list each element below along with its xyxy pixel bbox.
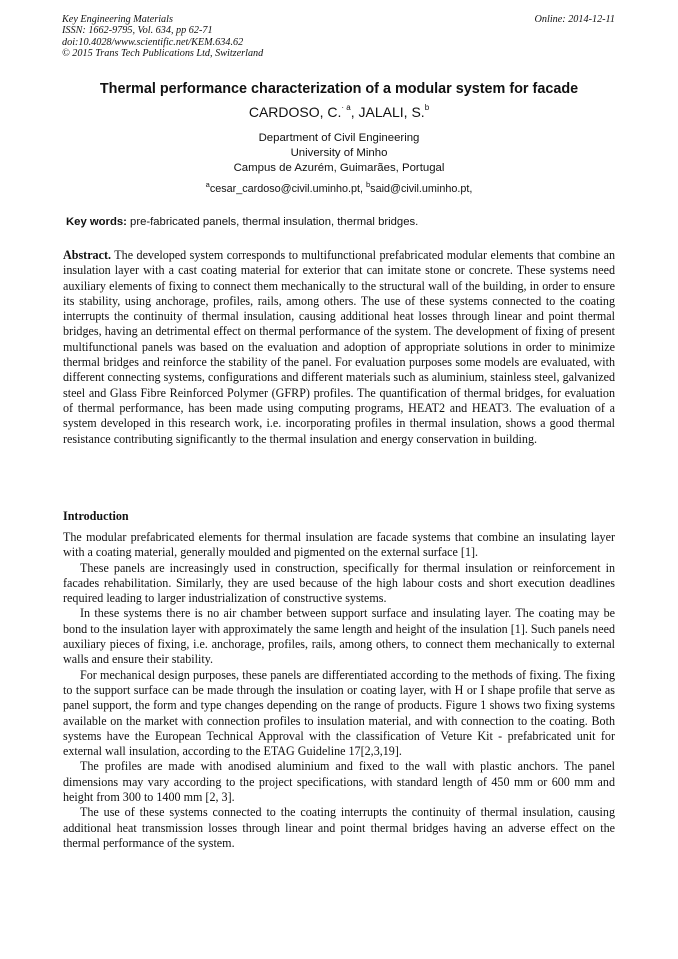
journal-doi[interactable]: doi:10.4028/www.scientific.net/KEM.634.62: [62, 36, 244, 48]
email-jalali[interactable]: said@civil.uminho.pt,: [370, 183, 473, 195]
author-separator: ,: [350, 104, 359, 120]
author-jalali: JALALI, S.: [358, 104, 425, 120]
introduction-section: [63, 530, 615, 851]
intro-paragraph-6: The use of these systems connected to the coating interrupts the continuity of thermal insulation, causing additional heat transmission losses through linear and point thermal bridges having an adverse effect on the thermal performance of the system.: [63, 805, 615, 850]
intro-paragraph-2: These panels are increasingly used in construction, specifically for thermal insulation or reinforcement in facades rehabilitation. Similarly, they are used because of the high labour costs and short execution deadlines required leading to larger industrialization of constructive systems.: [63, 560, 615, 606]
abstract-label: Abstract.: [63, 248, 112, 262]
abstract-text: The developed system corresponds to multifunctional prefabricated modular elements that combine an insulation layer with a cast coating material for exterior that can imitate stone or concrete. These systems need auxiliary elements of fixing to connect them mechanically to the structural wall of the building, in order to ensure its stability, using anchorage, profiles, rails, among others. The use of these systems connected to the coating interrupts the continuity of thermal insulation, causing additional heat losses through linear and point thermal bridges, having an detrimental effect on thermal performance of the system. The development of fixing of present multifunctional panels was based on the evaluation and adoption of appropriate solutions in order to minimize thermal bridges and reinforce the stability of the panel. For evaluation purposes some models are evaluated, with different connecting systems, configurations and different materials such as aluminium, stainless steel, galvanized steel and Glass Fibre Reinforced Polymer (GFRP) profiles. The quantification of thermal bridges, for evaluation of thermal performance, has been made using computing programs, HEAT2 and HEAT3. The evaluation of a system developed in this research work, i.e. incorporating profiles in thermal insulation, shows a good thermal resistance contributing significantly to the thermal insulation and energy conservation in building.: [63, 248, 615, 446]
email-b-mark: b: [366, 180, 371, 189]
affiliation-campus: Campus de Azurém, Guimarães, Portugal: [233, 161, 445, 174]
affiliation-university: University of Minho: [290, 146, 388, 159]
author-emails: [0, 180, 678, 195]
affiliation-department: Department of Civil Engineering: [258, 132, 420, 144]
journal-name: Key Engineering Materials: [62, 14, 173, 25]
journal-issn: ISSN: 1662-9795, Vol. 634, pp 62-71: [62, 25, 213, 37]
intro-paragraph-3: In these systems there is no air chamber between support surface and insulating layer. The coating may be bond to the insulation layer with approximately the same length and height of the insulation [1]. Such panels need auxiliary pieces of fixing, i.e. anchorage, profiles, rails, among others, to connect them mechanically to external walls and ensure their stability.: [63, 606, 615, 667]
intro-paragraph-1: The modular prefabricated elements for thermal insulation are facade systems that combine an insulating layer with a coating material, generally moulded and pigmented on the external surface [1].: [63, 530, 615, 560]
abstract-paragraph: [63, 248, 615, 447]
email-cardoso[interactable]: cesar_cardoso@civil.uminho.pt,: [209, 183, 366, 195]
author-jalali-affiliation-mark: b: [424, 103, 430, 112]
affiliation-block: [0, 131, 678, 175]
keywords-line: [66, 216, 616, 228]
keywords-label: Key words:: [66, 216, 127, 228]
keywords-text: pre-fabricated panels, thermal insulation, thermal bridges.: [126, 216, 419, 228]
author-cardoso-affiliation-mark: · a: [341, 103, 351, 112]
email-a-mark: a: [205, 180, 210, 189]
author-cardoso: CARDOSO, C.: [248, 104, 342, 120]
intro-paragraph-5: The profiles are made with anodised aluminium and fixed to the wall with plastic anchors. The panel dimensions may vary according to the project specifications, with standard length of 450 mm or 600 mm and height from 300 to 1400 mm [2, 3].: [63, 759, 615, 805]
paper-title: Thermal performance characterization of a modular system for facade: [99, 81, 579, 97]
journal-header: [62, 14, 615, 60]
online-date: Online: 2014-12-11: [534, 14, 615, 25]
introduction-heading: Introduction: [63, 509, 129, 523]
author-list: [0, 103, 678, 120]
journal-copyright: © 2015 Trans Tech Publications Ltd, Switzerland: [62, 48, 264, 60]
intro-paragraph-4: For mechanical design purposes, these panels are differentiated according to the methods of fixing. The fixing to the support surface can be made through the insulation or coating layer, with H or I shape profile that serve as panel support, the form and type changes depending on the range of products. Figure 1 shows two fixing systems available on the market with connection profiles to insulation material, and with connection to the coating. Both systems have the European Technical Approval with the classification of Veture Kit - prefabricated unit for external wall insulation, according to the ETAG Guideline 17[2,3,19].: [63, 667, 615, 759]
